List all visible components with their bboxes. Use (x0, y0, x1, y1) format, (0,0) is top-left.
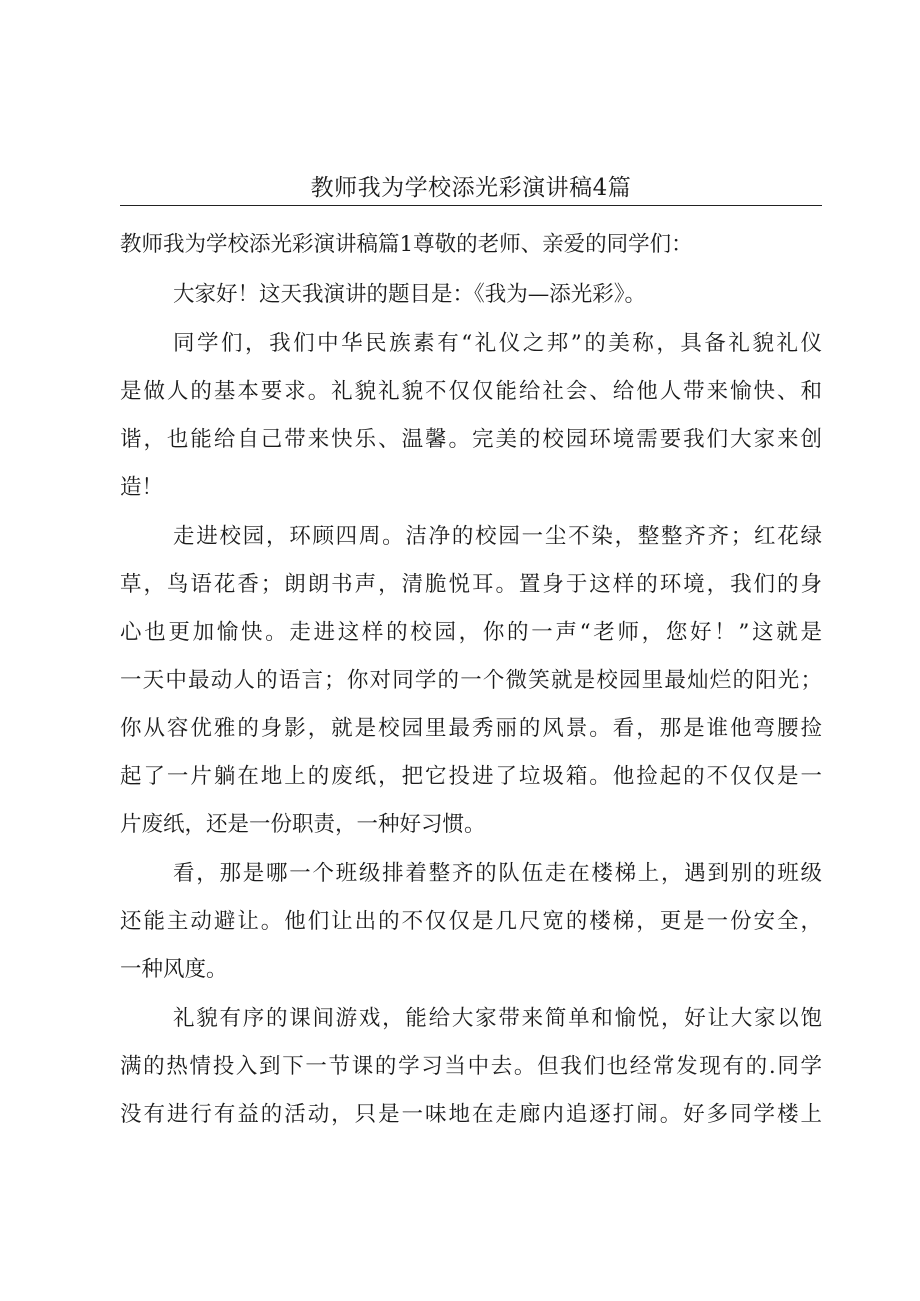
paragraph-line: 教师我为学校添光彩演讲稿篇1尊敬的老师、亲爱的同学们： (120, 232, 693, 257)
paragraph-line: 一种风度。 (120, 957, 228, 982)
paragraph-line: 看，那是哪一个班级排着整齐的队伍走在楼梯上，遇到别的班级 (173, 861, 822, 886)
paragraph-line: 心也更加愉快。走进这样的校园，你的一声“老师，您好！”这就是 (120, 620, 822, 645)
document-title: 教师我为学校添光彩演讲稿4篇 (310, 175, 632, 201)
paragraph-line: 你从容优雅的身影，就是校园里最秀丽的风景。看，那是谁他弯腰捡 (120, 716, 822, 741)
paragraph-line: 起了一片躺在地上的废纸，把它投进了垃圾箱。他捡起的不仅仅是一 (120, 764, 822, 789)
paragraph-line: 同学们，我们中华民族素有“礼仪之邦”的美称，具备礼貌礼仪 (173, 331, 822, 356)
paragraph-line: 谐，也能给自己带来快乐、温馨。完美的校园环境需要我们大家来创 (120, 427, 822, 452)
title-underline (120, 205, 822, 206)
paragraph-line: 满的热情投入到下一节课的学习当中去。但我们也经常发现有的.同学 (120, 1054, 822, 1079)
paragraph-line: 走进校园，环顾四周。洁净的校园一尘不染，整整齐齐；红花绿 (173, 524, 822, 549)
paragraph-line: 没有进行有益的活动，只是一味地在走廊内追逐打闹。好多同学楼上 (120, 1102, 822, 1127)
paragraph-line: 一天中最动人的语言；你对同学的一个微笑就是校园里最灿烂的阳光； (120, 668, 822, 693)
paragraph-line: 是做人的基本要求。礼貌礼貌不仅仅能给社会、给他人带来愉快、和 (120, 379, 822, 404)
paragraph-line: 礼貌有序的课间游戏，能给大家带来简单和愉悦，好让大家以饱 (173, 1006, 822, 1031)
paragraph-line: 造！ (120, 475, 164, 500)
paragraph-line: 片废纸，还是一份职责，一种好习惯。 (120, 812, 486, 837)
paragraph-line: 草，鸟语花香；朗朗书声，清脆悦耳。置身于这样的环境，我们的身 (120, 572, 822, 597)
paragraph-line: 大家好！这天我演讲的题目是：《我为—添光彩》。 (173, 282, 647, 307)
paragraph-line: 还能主动避让。他们让出的不仅仅是几尺宽的楼梯，更是一份安全， (120, 909, 822, 934)
